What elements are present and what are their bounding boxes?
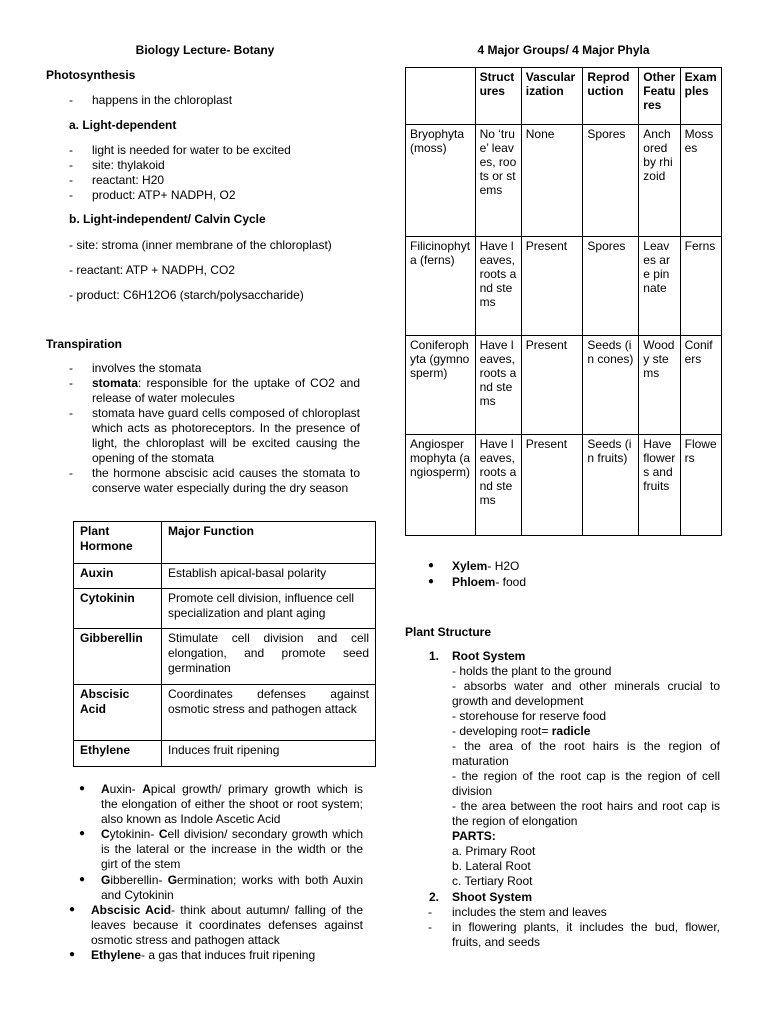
- table-header: [406, 68, 476, 125]
- root-line: - the region of the root cap is the region of cell division: [452, 769, 720, 798]
- table-header: Examples: [680, 68, 721, 125]
- table-cell: Ethylene: [74, 741, 162, 767]
- shoot-system-number: 2.: [429, 890, 440, 904]
- table-header: Plant Hormone: [74, 522, 162, 564]
- light-dependent-heading: a. Light-dependent: [69, 118, 177, 132]
- table-cell: Have leaves, roots and stems: [475, 237, 521, 336]
- table-cell: Spores: [583, 237, 639, 336]
- bullet-icon: ●: [79, 828, 86, 839]
- table-cell: Coordinates defenses against osmotic stress and pathogen attack: [162, 685, 376, 741]
- table-row: [406, 125, 722, 237]
- calvin-heading: b. Light-independent/ Calvin Cycle: [69, 212, 266, 226]
- table-cell: Bryophyta (moss): [406, 125, 476, 237]
- table-cell: Gibberellin: [74, 629, 162, 685]
- table-row: [406, 237, 722, 336]
- table-cell: Induces fruit ripening: [162, 741, 376, 767]
- bullet-icon: ●: [428, 560, 435, 571]
- table-row: [406, 68, 722, 125]
- bullet-icon: ●: [69, 904, 76, 915]
- table-cell: Cytokinin: [74, 589, 162, 629]
- root-line: - the area between the root hairs and root cap is the region of elongation: [452, 799, 720, 828]
- table-cell: Have leaves, roots and stems: [475, 435, 521, 536]
- root-line: - the area of the root hairs is the region of maturation: [452, 739, 720, 768]
- table-header: Structures: [475, 68, 521, 125]
- page-title-left: Biology Lecture- Botany: [135, 43, 275, 57]
- bullet-icon: ●: [79, 874, 86, 885]
- root-line: - holds the plant to the ground: [452, 664, 612, 678]
- photosynthesis-heading: Photosynthesis: [46, 68, 136, 82]
- table-cell: Spores: [583, 125, 639, 237]
- phyla-table: [405, 67, 722, 536]
- table-cell: Establish apical-basal polarity: [162, 564, 376, 589]
- table-cell: Stimulate cell division and cell elongation, and promote seed germination: [162, 629, 376, 685]
- table-cell: Filicinophyta (ferns): [406, 237, 476, 336]
- calvin-item: - reactant: ATP + NADPH, CO2: [69, 263, 235, 277]
- table-cell: Present: [521, 237, 583, 336]
- transpiration-heading: Transpiration: [46, 337, 123, 351]
- table-cell: Leaves are pinnate: [639, 237, 680, 336]
- root-system-heading: Root System: [452, 649, 526, 663]
- table-cell: Seeds (in cones): [583, 336, 639, 435]
- page-title-right: 4 Major Groups/ 4 Major Phyla: [477, 43, 650, 57]
- part-item: a. Primary Root: [452, 844, 536, 858]
- table-header: Other Features: [639, 68, 680, 125]
- table-cell: Anchored by rhizoid: [639, 125, 680, 237]
- table-row: [406, 336, 722, 435]
- table-cell: Auxin: [74, 564, 162, 589]
- plant-structure-heading: Plant Structure: [405, 625, 492, 639]
- table-cell: None: [521, 125, 583, 237]
- table-cell: Ferns: [680, 237, 721, 336]
- shoot-system-heading: Shoot System: [452, 890, 533, 904]
- root-system-number: 1.: [429, 649, 440, 663]
- table-cell: Conifers: [680, 336, 721, 435]
- table-cell: Have leaves, roots and stems: [475, 336, 521, 435]
- table-cell: Flowers: [680, 435, 721, 536]
- table-row: [74, 629, 376, 685]
- table-cell: Promote cell division, influence cell specialization and plant aging: [162, 589, 376, 629]
- root-line: - absorbs water and other minerals crucial to growth and development: [452, 679, 720, 708]
- table-cell: Have flowers and fruits: [639, 435, 680, 536]
- table-header: Reproduction: [583, 68, 639, 125]
- part-item: c. Tertiary Root: [452, 874, 533, 888]
- table-cell: No ‘true’ leaves, roots or stems: [475, 125, 521, 237]
- root-line: - developing root= radicle: [452, 724, 591, 738]
- parts-heading: PARTS:: [452, 829, 496, 843]
- part-item: b. Lateral Root: [452, 859, 531, 873]
- table-cell: Woody stems: [639, 336, 680, 435]
- table-header: Major Function: [162, 522, 376, 564]
- table-cell: Present: [521, 336, 583, 435]
- table-cell: Abscisic Acid: [74, 685, 162, 741]
- table-row: [74, 741, 376, 767]
- table-cell: Present: [521, 435, 583, 536]
- table-cell: Mosses: [680, 125, 721, 237]
- table-row: [74, 685, 376, 741]
- hormone-table: [73, 521, 376, 767]
- table-header: Vascularization: [521, 68, 583, 125]
- table-row: [74, 564, 376, 589]
- table-row: [74, 589, 376, 629]
- calvin-item: - product: C6H12O6 (starch/polysaccharide): [69, 288, 304, 302]
- bullet-icon: ●: [69, 949, 76, 960]
- table-row: [406, 435, 722, 536]
- root-line: - storehouse for reserve food: [452, 709, 607, 723]
- table-cell: Seeds (in fruits): [583, 435, 639, 536]
- table-row: [74, 522, 376, 564]
- table-cell: Coniferophyta (gymnosperm): [406, 336, 476, 435]
- bullet-icon: ●: [79, 783, 86, 794]
- calvin-item: - site: stroma (inner membrane of the chloroplast): [69, 238, 332, 252]
- bullet-icon: ●: [428, 576, 435, 587]
- table-cell: Angiospermophyta (angiosperm): [406, 435, 476, 536]
